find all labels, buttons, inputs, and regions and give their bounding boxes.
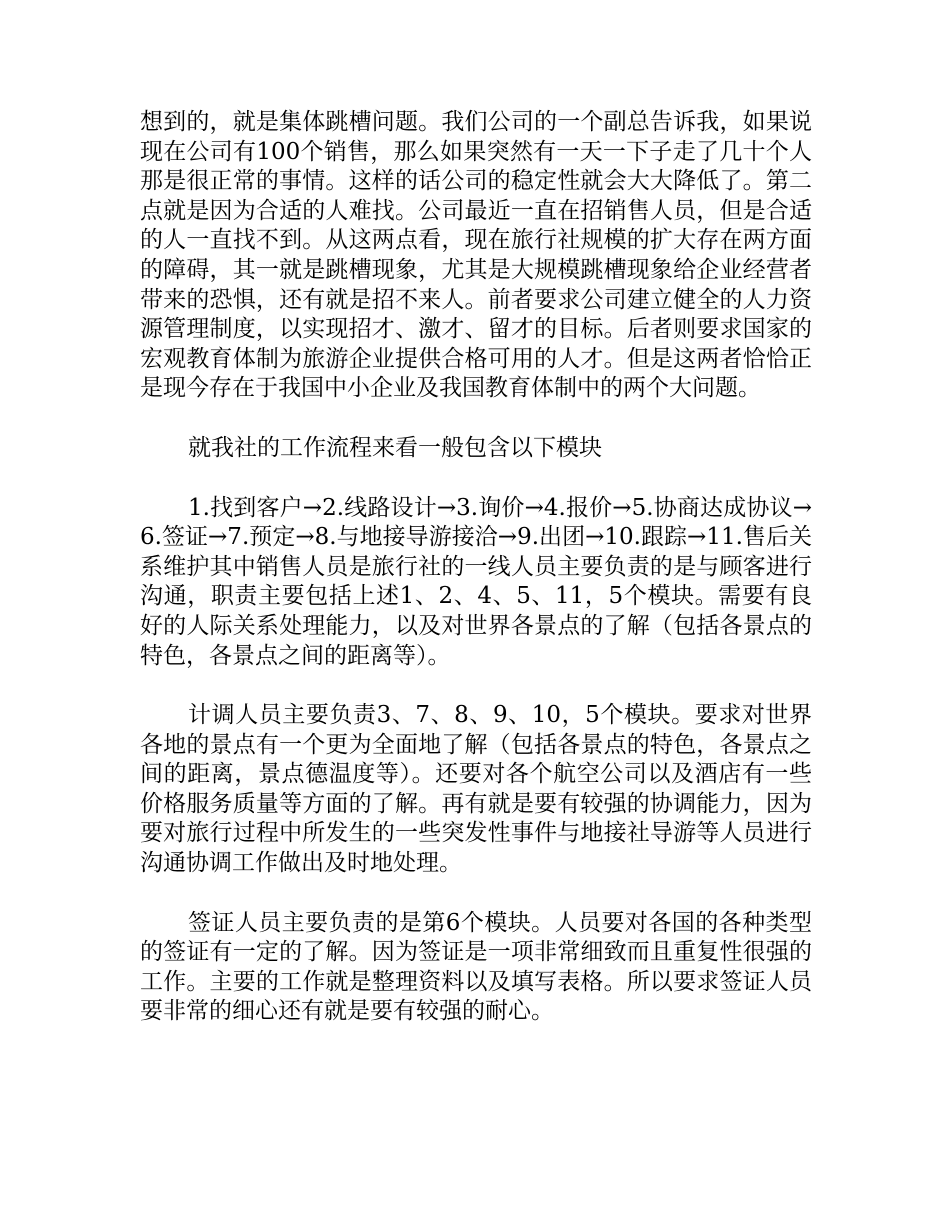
- paragraph-collective-job-hopping: 想到的，就是集体跳槽问题。我们公司的一个副总告诉我，如果说现在公司有100个销售，那么如果突然有一天一下子走了几十个人那是很正常的事情。这样的话公司的稳定性就会大大降低了。第二点就是因为合适的人难找。公司最近一直在招销售人员，但是合适的人一直找不到。从这两点看，现在旅行社规模的扩大存在两方面的障碍，其一就是跳槽现象，尤其是大规模跳槽现象给企业经营者带来的恐惧，还有就是招不来人。前者要求公司建立健全的人力资源管理制度，以实现招才、激才、留才的目标。后者则要求国家的宏观教育体制为旅游企业提供合格可用的人才。但是这两者恰恰正是现今存在于我国中小企业及我国教育体制中的两个大问题。: [140, 109, 812, 402]
- paragraph-workflow-intro: 就我社的工作流程来看一般包含以下模块: [188, 434, 602, 461]
- document-page: [140, 108, 812, 1027]
- paragraph-visa-staff: 签证人员主要负责的是第6个模块。人员要对各国的各种类型的签证有一定的了解。因为签证是一项非常细致而且重复性很强的工作。主要的工作就是整理资料以及填写表格。所以要求签证人员要非常的细心还有就是要有较强的耐心。: [140, 909, 812, 1025]
- paragraph-workflow-steps-sales: 1.找到客户→2.线路设计→3.询价→4.报价→5.协商达成协议→6.签证→7.预定→8.与地接导游接洽→9.出团→10.跟踪→11.售后关系维护其中销售人员是旅行社的一线人员主要负责的是与顾客进行沟通，职责主要包括上述1、2、4、5、11，5个模块。需要有良好的人际关系处理能力，以及对世界各景点的了解（包括各景点的特色，各景点之间的距离等）。: [140, 494, 812, 669]
- paragraph-operations-staff: 计调人员主要负责3、7、8、9、10，5个模块。要求对世界各地的景点有一个更为全面地了解（包括各景点的特色，各景点之间的距离，景点德温度等）。还要对各个航空公司以及酒店有一些价格服务质量等方面的了解。再有就是要有较强的协调能力，因为要对旅行过程中所发生的一些突发性事件与地接社导游等人员进行沟通协调工作做出及时地处理。: [140, 702, 812, 877]
